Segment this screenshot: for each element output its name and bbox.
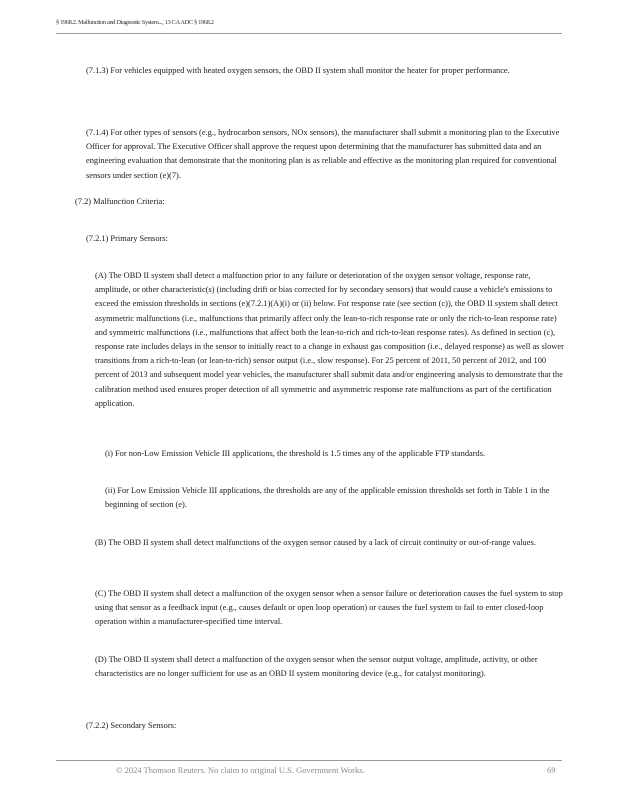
header-rule <box>56 33 562 34</box>
heading-7-2: (7.2) Malfunction Criteria: <box>75 197 165 206</box>
copyright-footer: © 2024 Thomson Reuters. No claim to original U.S. Government Works. <box>116 765 365 775</box>
paragraph-7-1-4: (7.1.4) For other types of sensors (e.g., hydrocarbon sensors, NOx sensors), the manufacturer shall submit a monitoring plan to the Executive Officer for approval. The Executive Officer shall approve the request upon determining that the manufacturer has submitted data and an engineering evaluation that demonstrate that the monitoring plan is as reliable and effective as the monitoring plan required for conventional sensors under section (e)(7). <box>86 128 560 180</box>
paragraph-b: (B) The OBD II system shall detect malfunctions of the oxygen sensor caused by a lack of circuit continuity or out-of-range values. <box>95 538 536 547</box>
paragraph-a-ii: (ii) For Low Emission Vehicle III applications, the thresholds are any of the applicable emission thresholds set forth in Table 1 in the beginning of section (e). <box>105 486 550 510</box>
heading-7-2-1: (7.2.1) Primary Sensors: <box>86 234 168 243</box>
paragraph-d: (D) The OBD II system shall detect a malfunction of the oxygen sensor when the sensor output voltage, amplitude, activity, or other characteristics are no longer sufficient for use as an OBD II system monitoring device (e.g., for catalyst monitoring). <box>95 655 538 679</box>
heading-7-2-2: (7.2.2) Secondary Sensors: <box>86 721 177 730</box>
page-number: 69 <box>547 765 556 775</box>
paragraph-a-i: (i) For non-Low Emission Vehicle III applications, the threshold is 1.5 times any of the applicable FTP standards. <box>105 449 486 458</box>
paragraph-a: (A) The OBD II system shall detect a malfunction prior to any failure or deterioration of the oxygen sensor voltage, response rate, amplitude, or other characteristic(s) (including drift or bias corrected for by secondary sensors) that would cause a vehicle's emissions to exceed the emission thresholds in sections (e)(7.2.1)(A)(i) or (ii) below. For response rate (see section (c)), the OBD II system shall detect asymmetric malfunctions (i.e., malfunctions that primarily affect only the lean-to-rich response rate or only the rich-to-lean response rate) and symmetric malfunctions (i.e., malfunctions that affect both the lean-to-rich and rich-to-lean response rates). As defined in section (c), response rate includes delays in the sensor to initially react to a change in exhaust gas composition (i.e., delayed response) as well as slower transitions from a rich-to-lean (or lean-to-rich) sensor output (i.e., slow response). For 25 percent of 2011, 50 percent of 2012, and 100 percent of 2013 and subsequent model year vehicles, the manufacturer shall submit data and/or engineering analysis to demonstrate that the calibration method used ensures proper detection of all symmetric and asymmetric response rate malfunctions as part of the certification application. <box>95 271 564 408</box>
paragraph-7-1-3: (7.1.3) For vehicles equipped with heated oxygen sensors, the OBD II system shall monitor the heater for proper performance. <box>86 66 510 75</box>
footer-rule <box>56 760 562 761</box>
running-header: § 1968.2. Malfunction and Diagnostic System..., 13 CA ADC § 1968.2 <box>56 19 214 26</box>
paragraph-c: (C) The OBD II system shall detect a malfunction of the oxygen sensor when a sensor failure or deterioration causes the fuel system to stop using that sensor as a feedback input (e.g., causes default or open loop operation) or causes the fuel system to fail to enter closed-loop operation within a manufacturer-specified time interval. <box>95 589 563 627</box>
